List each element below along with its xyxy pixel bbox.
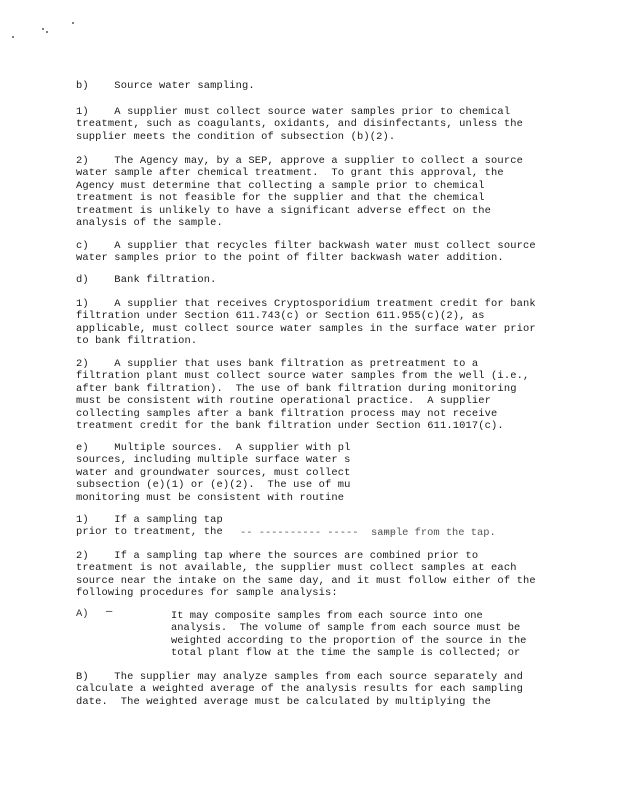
list-dash: — bbox=[106, 606, 113, 618]
paragraph-e2b: B) The supplier may analyze samples from each source separately and calculate a weighted average of the analysis results for each sampling date. The weighted average must be calculated by multiplying the bbox=[76, 671, 530, 708]
paragraph-d2: 2) A supplier that uses bank filtration as pretreatment to a filtration plant must collect source water samples from the well (i.e., after bank filtration). The use of bank filtration during monitoring must be consistent with routine operational practice. A supplier collecting samples after a bank filtration process may not receive treatment credit for the bank filtration under Section 611.1017(c). bbox=[76, 358, 536, 433]
paragraph-c: c) A supplier that recycles filter backwash water must collect source water samples prior to the point of filter backwash water addition. bbox=[76, 240, 543, 265]
scan-speck bbox=[12, 36, 14, 38]
scan-speck bbox=[72, 22, 74, 24]
scan-speck bbox=[42, 28, 44, 30]
paragraph-e1-fragment: sample from the tap. bbox=[371, 527, 496, 539]
paragraph-b2: 2) The Agency may, by a SEP, approve a supplier to collect a source water sample after chemical treatment. To grant this approval, the Agency must determine that collecting a sample prior to chemical treatment is not feasible for the supplier and that the chemical treatment is unlikely to have a significant adverse effect on the analysis of the sample. bbox=[76, 155, 530, 230]
paragraph-e2a: It may composite samples from each source into one analysis. The volume of sample from each source must be weighted according to the proportion of the source in the total plant flow at the time the sample is collected; or bbox=[171, 610, 533, 660]
subsection-b-heading: b) Source water sampling. bbox=[76, 80, 255, 92]
paragraph-e1: 1) If a sampling tap prior to treatment, the bbox=[76, 514, 223, 539]
paragraph-e2: 2) If a sampling tap where the sources are combined prior to treatment is not available, the supplier must collect samples at each source near the intake on the same day, and it must follow either of the following procedures for sample analysis: bbox=[76, 550, 543, 600]
paragraph-d1: 1) A supplier that receives Cryptosporidium treatment credit for bank filtration under Section 611.743(c) or Section 611.955(c)(2), as applicable, must collect source water samples in the surface water prior to bank filtration. bbox=[76, 298, 543, 348]
subsection-d-heading: d) Bank filtration. bbox=[76, 274, 217, 286]
paragraph-e: e) Multiple sources. A supplier with pl sources, including multiple surface water s water and groundwater sources, must collect subsection (e)(1) or (e)(2). The use of mu monitoring must be consistent with routine bbox=[76, 442, 351, 504]
paragraph-b1: 1) A supplier must collect source water samples prior to chemical treatment, such as coagulants, oxidants, and disinfectants, unless the supplier meets the condition of subsection (b)(2). bbox=[76, 106, 530, 143]
list-marker-e2a: A) bbox=[76, 608, 89, 620]
scan-speck bbox=[46, 31, 48, 33]
redaction-dashes: -- ---------- ----- ---- bbox=[240, 527, 396, 539]
